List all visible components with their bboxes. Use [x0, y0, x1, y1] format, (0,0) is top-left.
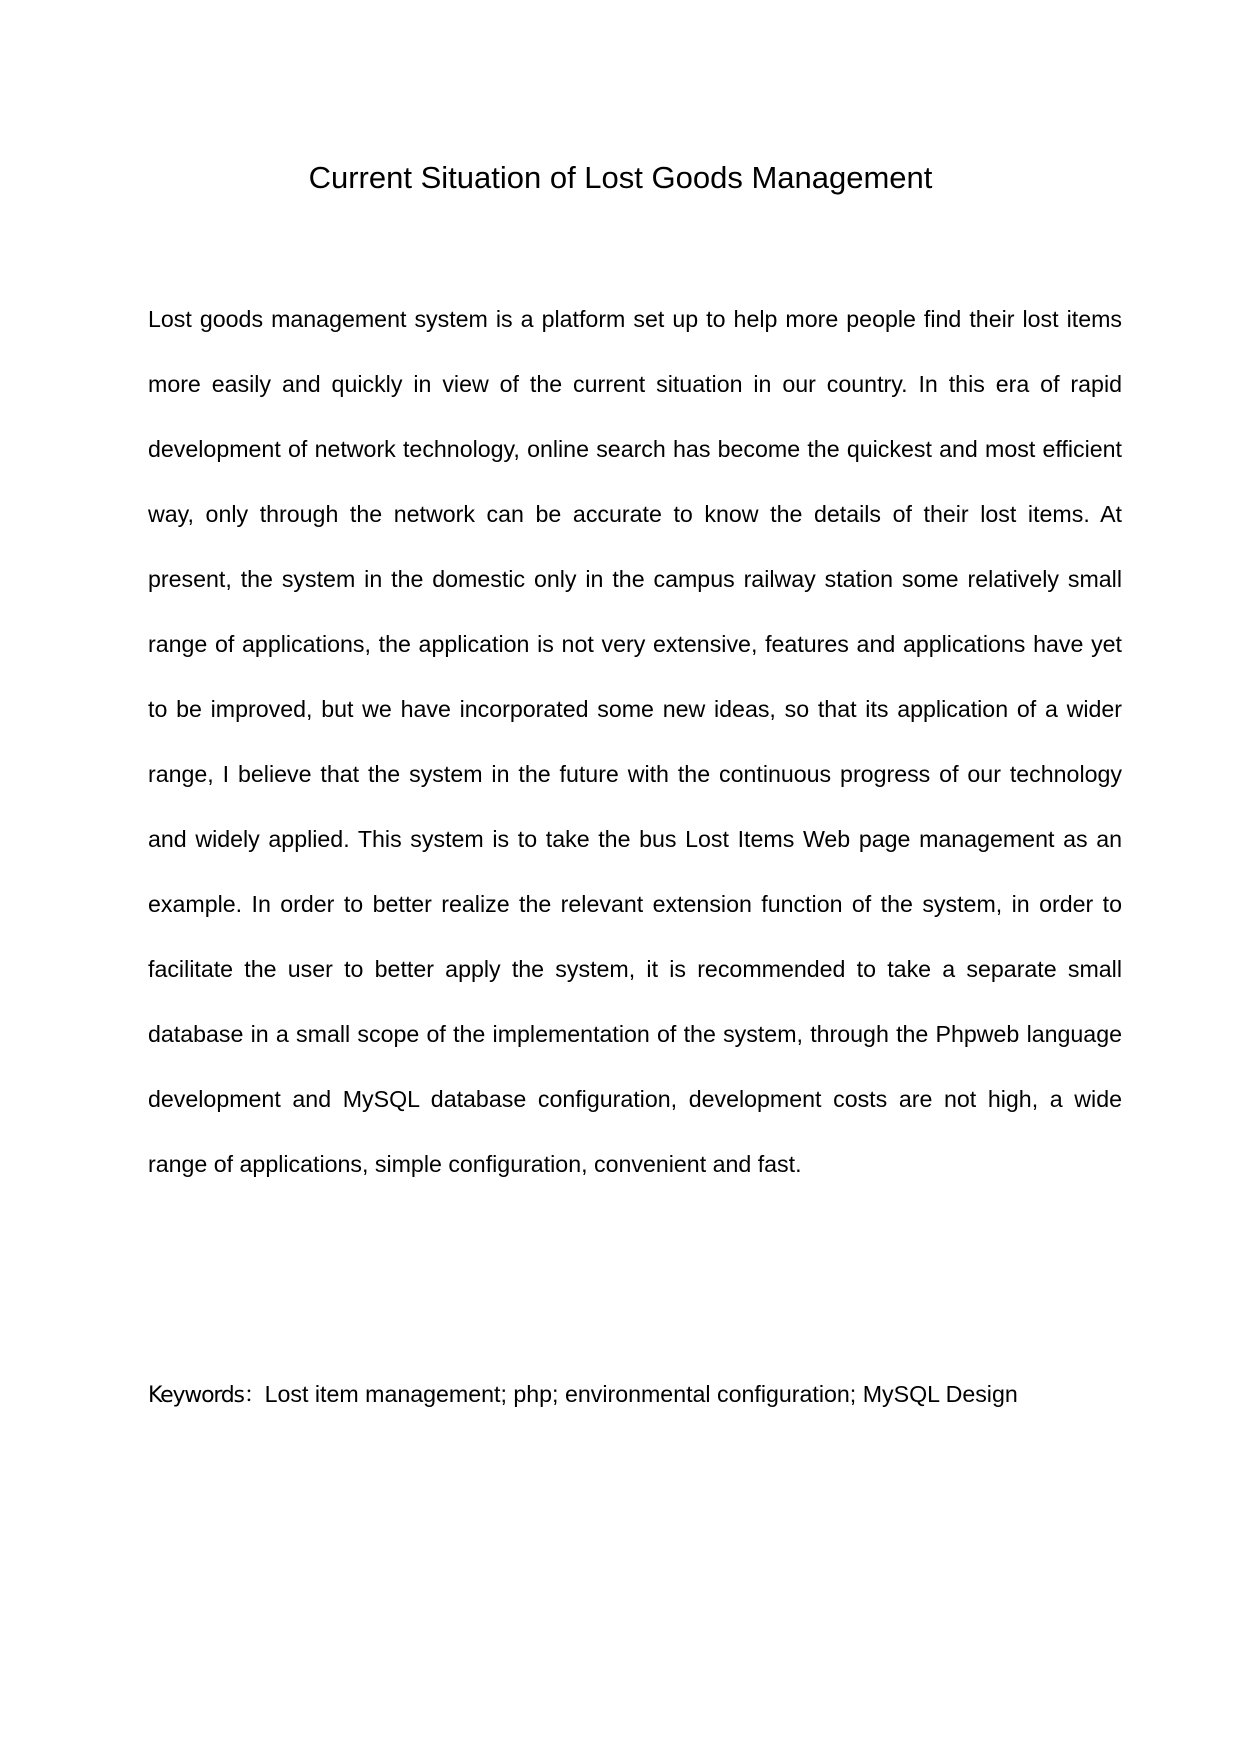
keywords-text: Lost item management; php; environmental configuration; MySQL Design — [264, 1381, 1018, 1407]
keywords-label: Keywords： — [148, 1383, 265, 1408]
document-title: Current Situation of Lost Goods Management — [308, 160, 933, 195]
abstract-paragraph: Lost goods management system is a platform set up to help more people find their lost items more easily and quickly in view of the current situation in our country. In this era of rapid development of network technology, online search has become the quickest and most efficient way, only through the network can be accurate to know the details of their lost items. At present, the system in the domestic only in the campus railway station some relatively small range of applications, the application is not very extensive, features and applications have yet to be improved, but we have incorporated some new ideas, so that its application of a wider range, I believe that the system in the future with the continuous progress of our technology and widely applied. This system is to take the bus Lost Items Web page management as an example. In order to better realize the relevant extension function of the system, in order to facilitate the user to better apply the system, it is recommended to take a separate small database in a small scope of the implementation of the system, through the Phpweb language development and MySQL database configuration, development costs are not high, a wide range of applications, simple configuration, convenient and fast. — [148, 306, 1122, 1177]
keywords-line — [148, 1374, 1122, 1416]
